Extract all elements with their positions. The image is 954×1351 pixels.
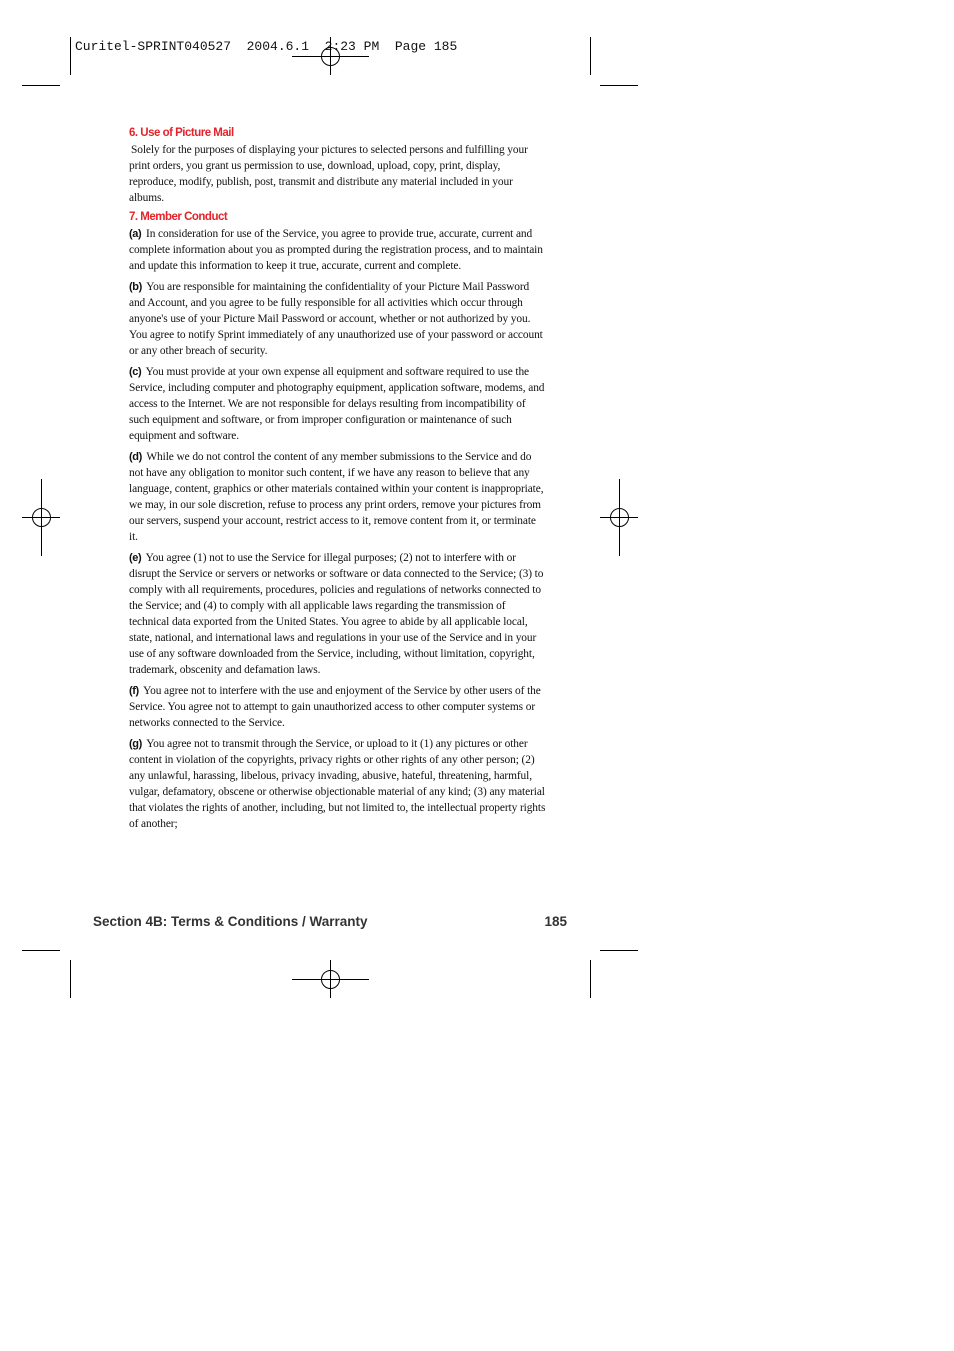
clause-text: You agree not to transmit through the Service, or upload to it (1) any pictures or other content in violation of the copyrights, privacy rights or other rights of any other person; (2) any unlawful, harassing, libelous, privacy invading, abusive, hateful, threatening, harmful, vulgar, defamatory, obscene or otherwise objectionable material of any kind; (3) any material that violates the rights of another, including, but not limited to, the intellectual property rights of another;: [129, 738, 546, 830]
clause-text: While we do not control the content of any member submissions to the Service and do not have any obligation to monitor such content, if we have any reason to believe that any language, content, graphics or other materials contained within your content is inappropriate, we may, in our sole discretion, refuse to process any print orders, remove your pictures from our servers, suspend your account, restrict access to it, remove content from it, or terminate it.: [129, 451, 544, 543]
clause-text: In consideration for use of the Service, you agree to provide true, accurate, current and complete information about you as prompted during the registration process, and to maintain and update this information to keep it true, accurate, current and complete.: [129, 228, 543, 272]
footer-section-title: Section 4B: Terms & Conditions / Warranty: [93, 914, 368, 929]
clause-label: (e): [129, 552, 142, 564]
clause-text: You are responsible for maintaining the confidentiality of your Picture Mail Password and Account, and you agree to be fully responsible for all activities which occur through anyone's use of your Picture Mail Password or account, whether or not authorized by you. You agree to notify Sprint immediately of any unauthorized use of your password or account or any other breach of security.: [129, 281, 543, 357]
section-heading-member-conduct: 7. Member Conduct: [129, 211, 228, 223]
clause-e: [129, 550, 547, 678]
print-slug-line: Curitel-SPRINT040527 2004.6.1 2:23 PM Page 185: [75, 39, 458, 54]
clause-b: [129, 279, 547, 359]
terms-body: [129, 126, 547, 837]
clause-label: (b): [129, 281, 142, 293]
clause-text: You must provide at your own expense all equipment and software required to use the Service, including computer and photography equipment, application software, modems, and access to the Internet. We are not responsible for delays resulting from incompatibility of such equipment and software, or from improper configuration or maintenance of such equipment and software.: [129, 366, 545, 442]
clause-label: (c): [129, 366, 142, 378]
clause-label: (a): [129, 228, 142, 240]
page-number: 185: [544, 914, 567, 929]
clause-f: [129, 683, 547, 731]
clause-d: [129, 449, 547, 545]
clause-label: (g): [129, 738, 142, 750]
picture-mail-paragraph: [129, 142, 547, 206]
section-heading-picture-mail: 6. Use of Picture Mail: [129, 127, 234, 139]
clause-g: [129, 736, 547, 832]
paragraph-text: Solely for the purposes of displaying your pictures to selected persons and fulfilling your print orders, you grant us permission to use, download, upload, copy, print, display, reproduce, modify, publish, post, transmit and distribute any material included in your albums.: [129, 144, 528, 204]
clause-a: [129, 226, 547, 274]
clause-c: [129, 364, 547, 444]
clause-text: You agree (1) not to use the Service for illegal purposes; (2) not to interfere with or disrupt the Service or servers or networks or software or data connected to the Service; (3) to comply with all requirements, procedures, policies and regulations of networks connected to the Service; and (4) to comply with all applicable laws regarding the transmission of technical data exported from the United States. You agree to abide by all applicable local, state, national, and international laws and regulations in your use of the Service and in your use of any software downloaded from the Service, including, without limitation, copyright, trademark, obscenity and defamation laws.: [129, 552, 544, 676]
clause-label: (d): [129, 451, 142, 463]
clause-text: You agree not to interfere with the use and enjoyment of the Service by other users of the Service. You agree not to attempt to gain unauthorized access to other computer systems or networks connected to the Service.: [129, 685, 541, 729]
clause-label: (f): [129, 685, 139, 697]
